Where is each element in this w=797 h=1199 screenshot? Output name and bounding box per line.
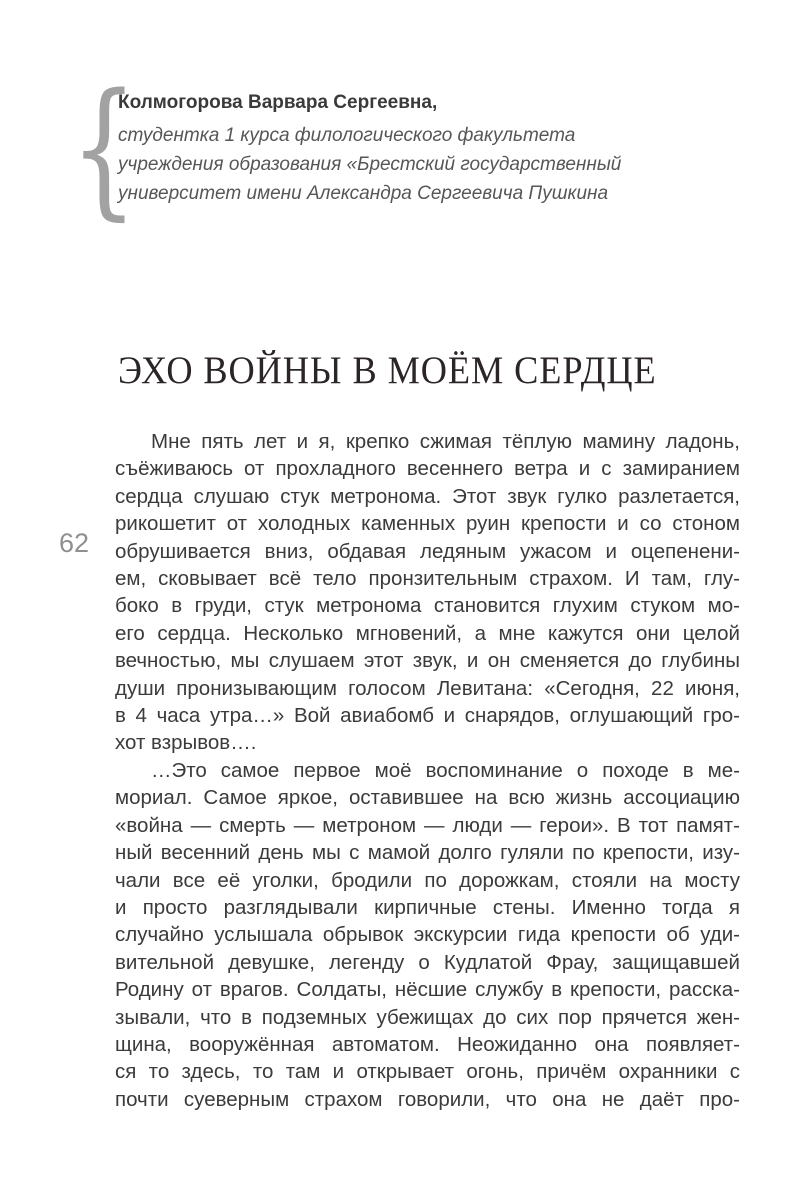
text-line: …Это самое первое моё воспоминание о походе в ме- [151,758,740,782]
text-line: Мне пять лет и я, крепко сжимая тёплую мамину ладонь, [151,430,740,453]
text-line: и просто разглядывали кирпичные стены. Именно тогда я [115,895,740,919]
text-line: ся то здесь, то там и открывает огонь, причём охранники с [115,1060,740,1084]
essay-title: ЭХО ВОЙНЫ В МОЁМ СЕРДЦЕ [118,349,657,392]
author-description-line: университет имени Александра Сергеевича Пушкина [118,183,609,204]
text-line: его сердца. Несколько мгновений, а мне кажутся они целой [115,621,740,645]
text-line: обрушивается вниз, обдавая ледяным ужасом и оцепенени- [115,539,740,563]
text-line: вечностью, мы слушаем этот звук, и он сменяется до глубины [115,649,740,673]
text-line: щина, вооружённая автоматом. Неожиданно она появляет- [115,1032,740,1056]
text-line: вительной девушке, легенду о Кудлатой Фрау, защищавшей [115,950,740,974]
text-line: души пронизывающим голосом Левитана: «Сегодня, 22 июня, [115,676,740,700]
text-line: зывали, что в подземных убежищах до сих пор прячется жен- [115,1005,740,1029]
text-line: хот взрывов…. [115,731,257,755]
text-line: в 4 часа утра…» Вой авиабомб и снарядов, оглушающий гро- [115,704,740,728]
curly-brace-icon: { [70,62,138,234]
text-line: чали все её уголки, бродили по дорожкам, стояли на мосту [115,868,740,892]
text-line: сердца слушаю стук метронома. Этот звук гулко разлетается, [115,484,740,508]
text-line: почти суеверным страхом говорили, что она не даёт про- [115,1087,740,1111]
text-line: «война — смерть — метроном — люди — герои». В тот памят- [115,813,740,837]
author-attribution [118,90,678,208]
text-line: боко в груди, стук метронома становится глухим стуком мо- [115,594,740,618]
text-line: ный весенний день мы с мамой долго гуляли по крепости, изу- [115,841,740,865]
text-line: съёживаюсь от прохладного весеннего ветра и с замиранием [115,457,740,481]
text-line: ем, сковывает всё тело пронзительным страхом. И там, глу- [115,567,740,591]
text-line: мориал. Самое яркое, оставившее на всю жизнь ассоциацию [115,786,740,810]
author-description-line: студентка 1 курса филологического факультета [118,125,576,146]
text-line: рикошетит от холодных каменных руин крепости и со стоном [115,512,740,536]
author-name: Колмогорова Варвара Сергеевна, [118,92,438,113]
text-line: Родину от врагов. Солдаты, нёсшие службу в крепости, расска- [115,978,740,1002]
body-text [115,428,740,1113]
page-number: 62 [58,528,90,558]
author-description-line: учреждения образования «Брестский государственный [118,154,622,175]
text-line: случайно услышала обрывок экскурсии гида крепости об уди- [115,923,740,947]
